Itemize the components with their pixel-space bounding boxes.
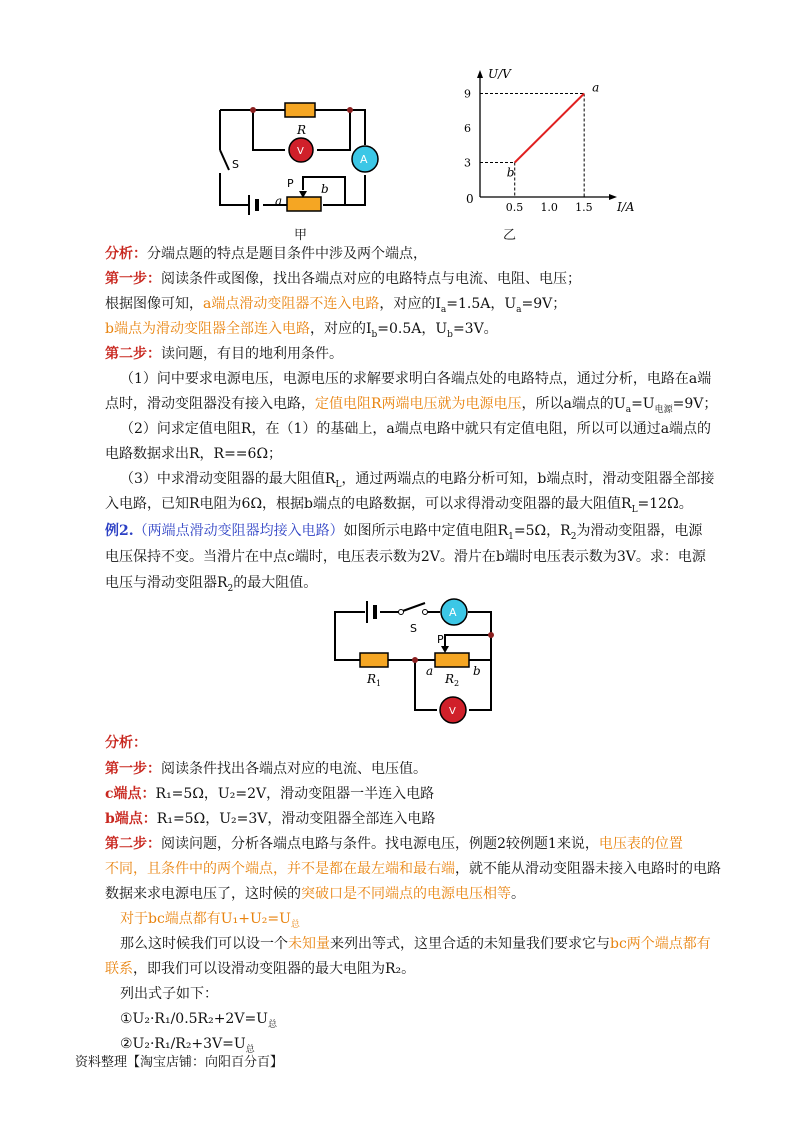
svg-text:V: V — [449, 706, 456, 717]
bc-equation: 对于bc端点都有$U_1+U_2=U_总$ — [120, 911, 300, 930]
y-tick-label: 3 — [464, 156, 471, 170]
origin-label: 0 — [466, 192, 474, 206]
data-line — [515, 94, 584, 163]
resistor-R — [285, 103, 315, 117]
analysis2-step1: 第一步：阅读条件找出各端点对应的电流、电压值。 — [105, 761, 427, 777]
example2-line-3: 电压与滑动变阻器$R_2$的最大阻值。 — [105, 575, 318, 594]
point-label-a: a — [592, 80, 600, 95]
analysis2-step2: 第二步：阅读问题，分析各端点电路与条件。找电源电压，例题2较例题1来说，电压表的位置 — [105, 836, 683, 852]
q1-line: （1）问中要求电源电压，电源电压的求解要求明白各端点处的电路特点，通过分析，电路在a端 — [120, 371, 712, 387]
c-endpoint-line: c端点：R₁=5Ω，U₂=2V，滑动变阻器一半连入电路 — [105, 786, 435, 802]
q2-line: （2）问求定值电阻R，在（1）的基础上，a端点电路中就只有定值电阻，所以可以通过a端点的 — [120, 421, 712, 437]
step2-line: 第二步：读问题，有目的地利用条件。 — [105, 346, 343, 362]
x-axis-arrow — [609, 194, 617, 200]
svg-text:P: P — [437, 633, 444, 646]
u-i-graph — [440, 67, 635, 220]
svg-text:R: R — [297, 123, 307, 137]
b-endpoint-line: b端点：R₁=5Ω，U₂=3V，滑动变阻器全部连入电路 — [105, 811, 436, 827]
graph-b-line: b端点为滑动变阻器全部连入电路，对应的$I_b=0.5A$，$U_b=3V$。 — [105, 321, 498, 340]
rheostat — [287, 197, 321, 211]
x-tick-label: 0.5 — [505, 201, 524, 214]
caption-jia: 甲 — [294, 228, 308, 243]
x-tick-label: 1.0 — [540, 201, 558, 214]
circuit-diagram-jia — [205, 95, 395, 220]
x-tick-label: 1.5 — [575, 201, 593, 214]
analysis2-step2-l3: 数据来求电源电压了，这时候的突破口是不同端点的电源电压相等。 — [105, 886, 525, 902]
caption-yi: 乙 — [503, 228, 517, 243]
y-tick-label: 6 — [464, 122, 471, 135]
svg-text:b: b — [321, 182, 329, 196]
svg-text:R2: $R_2$ — [445, 672, 460, 688]
unknown-line-1: 那么这时候我们可以设一个未知量来列出等式，这里合适的未知量我们要求它与bc两个端点都有 — [120, 936, 711, 952]
equation-2: $②U_2\cdot R_1/R_2+3V=U_总$ — [120, 1036, 255, 1055]
svg-text:S: S — [232, 158, 239, 171]
svg-text:a: a — [426, 664, 434, 678]
y-tick-label: 9 — [464, 87, 471, 101]
y-axis-arrow — [477, 70, 483, 78]
q1-line-2: 点时，滑动变阻器没有接入电路，定值电阻R两端电压就为电源电压，所以a端点的$U_a=U_{电源}=9V$； — [105, 396, 718, 415]
svg-text:V: V — [297, 146, 304, 157]
analysis2-title: 分析： — [105, 735, 147, 751]
example2-line-2: 电压保持不变。当滑片在中点c端时，电压表示数为2V。滑片在b端时电压表示数为3V。求：电源 — [105, 549, 706, 565]
equation-1: $①U_2\cdot R_1/0.5R_2+2V=U_总$ — [120, 1011, 277, 1030]
q2-line-2: 电路数据求出R，R==6Ω； — [105, 446, 283, 462]
q3-line-2: 入电路，已知R电阻为6Ω，根据b端点的电路数据，可以求得滑动变阻器的最大阻值$R_L=12\Omega$。 — [105, 496, 693, 515]
example2-line-1: 例2.（两端点滑动变阻器均接入电路）如图所示电路中定值电阻$R_1=5\Omega$，$R_2$为滑动变阻器，电源 — [105, 523, 703, 542]
circuit-diagram-2 — [325, 595, 515, 725]
svg-text:b: b — [473, 664, 481, 678]
svg-text:R1: $R_1$ — [367, 672, 382, 688]
svg-text:P: P — [287, 177, 294, 190]
svg-text:a: a — [275, 194, 283, 208]
analysis2-step2-l2: 不同，且条件中的两个端点，并不是都在最左端和最右端，就不能从滑动变阻器未接入电路时的电路 — [105, 861, 721, 877]
graph-a-line: 根据图像可知，a端点滑动变阻器不连入电路，对应的$I_a=1.5A$，$U_a=9V$； — [105, 296, 567, 315]
q3-line: （3）中求滑动变阻器的最大阻值$R_L$，通过两端点的电路分析可知，b端点时，滑动变阻器全部接 — [120, 471, 715, 490]
step1-line: 第一步：阅读条件或图像，找出各端点对应的电路特点与电流、电阻、电压； — [105, 271, 581, 287]
unknown-line-2: 联系，即我们可以设滑动变阻器的最大电阻为R₂。 — [105, 961, 416, 977]
svg-text:A: A — [449, 606, 457, 619]
analysis-line-1: 分析：分端点题的特点是题目条件中涉及两个端点， — [105, 246, 427, 262]
resistor-R1 — [360, 653, 388, 667]
svg-text:S: S — [410, 622, 417, 635]
rheostat-R2 — [435, 653, 469, 667]
footer: 资料整理【淘宝店铺：向阳百分百】 — [75, 1055, 284, 1070]
svg-text:A: A — [360, 153, 368, 166]
x-axis-label: I/A — [617, 200, 635, 214]
formula-intro: 列出式子如下： — [120, 986, 218, 1002]
y-axis-label: U/V — [488, 67, 511, 81]
point-label-b: b — [506, 165, 515, 180]
